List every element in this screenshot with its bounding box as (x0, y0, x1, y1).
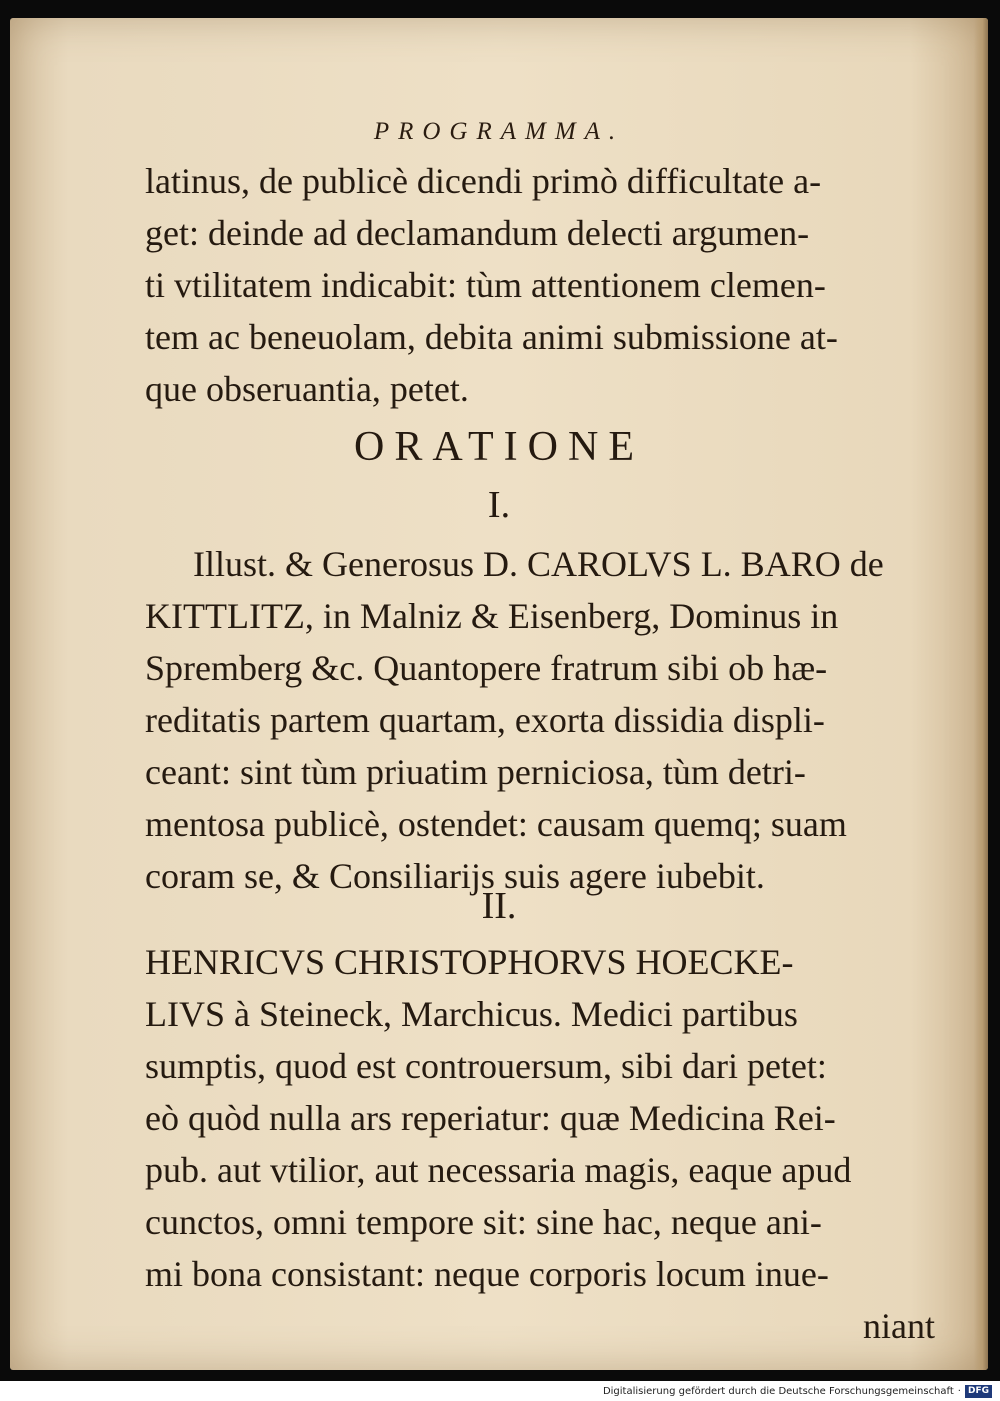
text-line: sumptis, quod est controuersum, sibi dari petet: (145, 1046, 827, 1086)
text-line: KITTLITZ, in Malniz & Eisenberg, Dominus in (145, 596, 839, 636)
book-page (10, 18, 988, 1370)
text-line: Illust. & Generosus D. CAROLVS L. BARO de (193, 544, 884, 584)
text-line: mentosa publicè, ostendet: causam quemq; suam (145, 804, 847, 844)
section-heading: ORATIONE (354, 424, 644, 470)
text-line: HENRICVS CHRISTOPHORVS HOECKE- (145, 942, 794, 982)
text-line: eò quòd nulla ars reperiatur: quæ Medicina Rei- (145, 1098, 836, 1138)
text-line: pub. aut vtilior, aut necessaria magis, eaque apud (145, 1150, 852, 1190)
text-line: tem ac beneuolam, debita animi submissione at- (145, 317, 838, 357)
text-line: ceant: sint tùm priuatim perniciosa, tùm detri- (145, 752, 806, 792)
page-edge-shadow (974, 18, 988, 1370)
text-line: reditatis partem quartam, exorta dissidia displi- (145, 700, 825, 740)
intro-paragraph (145, 155, 935, 415)
oration-numeral-2: II. (481, 885, 517, 927)
text-line: get: deinde ad declamandum delecti argumen- (145, 213, 810, 253)
text-line: cunctos, omni tempore sit: sine hac, neque ani- (145, 1202, 822, 1242)
running-title: PROGRAMMA. (373, 118, 625, 145)
oration-1-paragraph (145, 538, 935, 902)
text-line: coram se, & Consiliarijs suis agere iubebit. (145, 856, 765, 896)
oration-2-paragraph (145, 936, 935, 1352)
catchword: niant (863, 1306, 935, 1346)
text-line: Spremberg &c. Quantopere fratrum sibi ob hæ- (145, 648, 828, 688)
funding-notice: Digitalisierung gefördert durch die Deutsche Forschungsgemeinschaft (602, 1385, 954, 1397)
text-line: LIVS à Steineck, Marchicus. Medici partibus (145, 994, 798, 1034)
funding-footer: Digitalisierung gefördert durch die Deutsche Forschungsgemeinschaft · DFG (603, 1383, 992, 1399)
oration-numeral-1: I. (487, 484, 511, 526)
text-line: mi bona consistant: neque corporis locum inue- (145, 1254, 829, 1294)
text-line: latinus, de publicè dicendi primò difficultate a- (145, 161, 822, 201)
text-line: que obseruantia, petet. (145, 369, 469, 409)
dfg-logo-icon: DFG (965, 1385, 992, 1398)
text-line: ti vtilitatem indicabit: tùm attentionem clemen- (145, 265, 826, 305)
